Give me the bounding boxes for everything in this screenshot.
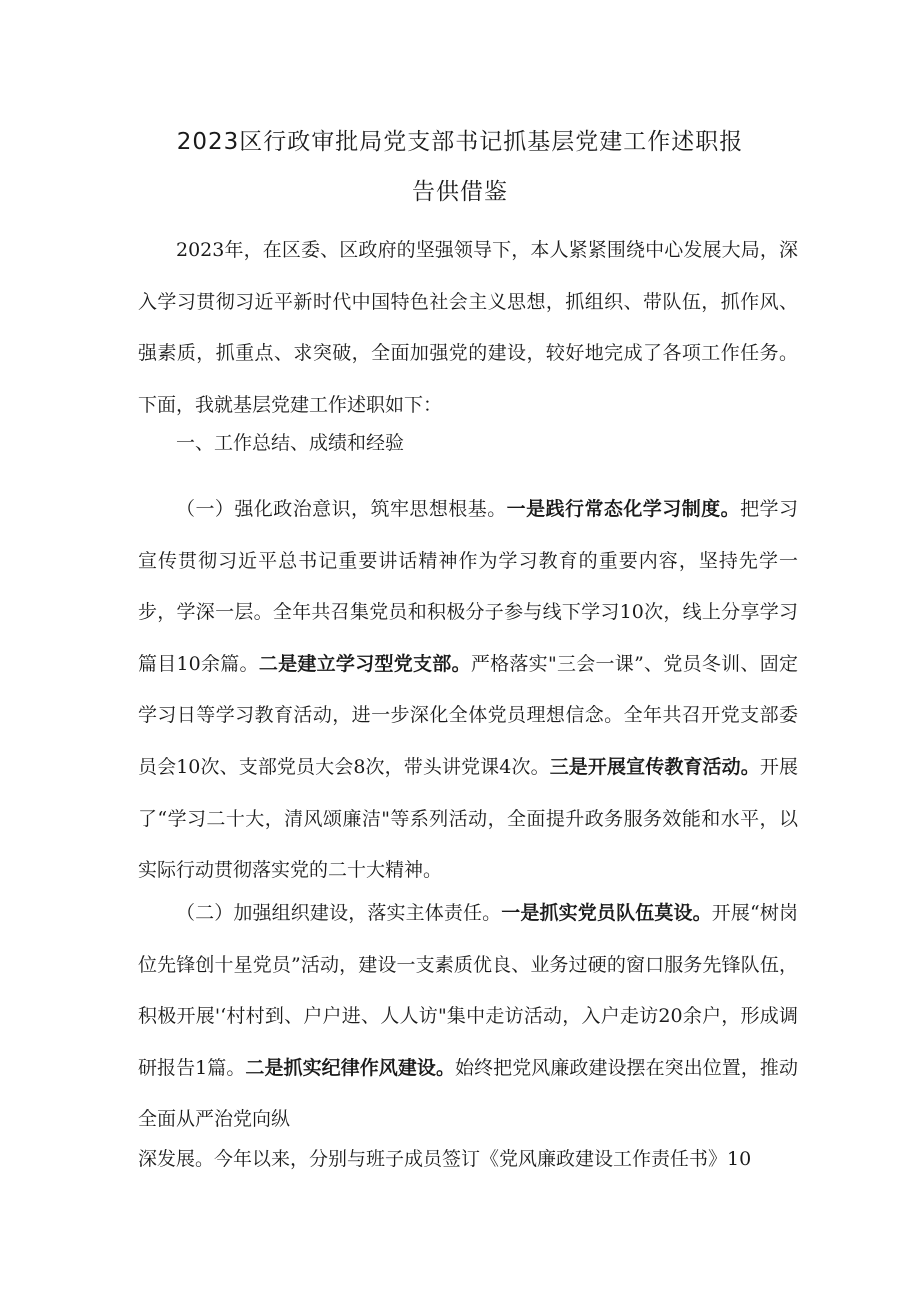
- para3-bold-1: 一是抓实党员队伍莫设。: [501, 902, 712, 924]
- paragraph-continuation: 深发展。今年以来，分别与班子成员签订《党风廉政建设工作责任书》10: [138, 1148, 752, 1170]
- para2-bold-3: 三是开展宣传教育活动。: [549, 755, 760, 778]
- para3-lead: （二）加强组织建设，落实主体责任。: [176, 902, 502, 924]
- paragraph-political-awareness: [138, 484, 798, 897]
- para3-bold-2: 二是抓实纪律作风建设。: [245, 1056, 456, 1079]
- para2-text-3: 开展了“学习二十大，清风颂廉洁"等系列活动，全面提升政务服务效能和水平，以实际行动贯彻落实党的二十大精神。: [138, 755, 798, 882]
- para2-text-2: 严格落实"三会一课”、党员冬训、固定学习日等学习教育活动，进一步深化全体党员理想信念。全年共召开党支部委员会10次、支部党员大会8次，带头讲党课4次。: [138, 652, 798, 778]
- para2-bold-1: 一是践行常态化学习制度。: [506, 498, 741, 520]
- section-heading-1: 一、工作总结、成绩和经验: [176, 432, 405, 454]
- para2-bold-2: 二是建立学习型党支部。: [258, 652, 471, 675]
- para3-text-2: 始终把党风廉政建设摆在突出位置，推动全面从严治党向纵: [138, 1056, 798, 1131]
- document-title-line1: 2023区行政审批局党支部书记抓基层党建工作述职报: [176, 129, 744, 155]
- para3-text-1: 开展“树岗位先锋创十星党员”活动，建设一支素质优良、业务过硬的窗口服务先锋队伍，积极开展'‘村村到、户户进、人人访"集中走访活动，入户走访20余户，形成调研报告1篇。: [138, 902, 798, 1079]
- para2-lead: （一）强化政治意识，筑牢思想根基。: [176, 498, 507, 520]
- para2-text-1: 把学习宣传贯彻习近平总书记重要讲话精神作为学习教育的重要内容，坚持先学一步，学深一层。全年共召集党员和积极分子参与线下学习10次，线上分享学习篇目10余篇。: [138, 498, 798, 675]
- intro-paragraph: 2023年，在区委、区政府的坚强领导下，本人紧紧围绕中心发展大局，深入学习贯彻习近平新时代中国特色社会主义思想，抓组织、带队伍，抓作风、强素质，抓重点、求突破，全面加强党的建设，较好地完成了各项工作任务。下面，我就基层党建工作述职如下：: [138, 239, 798, 416]
- document-title-line2: 告供借鉴: [412, 179, 508, 205]
- paragraph-organization: [138, 888, 798, 1146]
